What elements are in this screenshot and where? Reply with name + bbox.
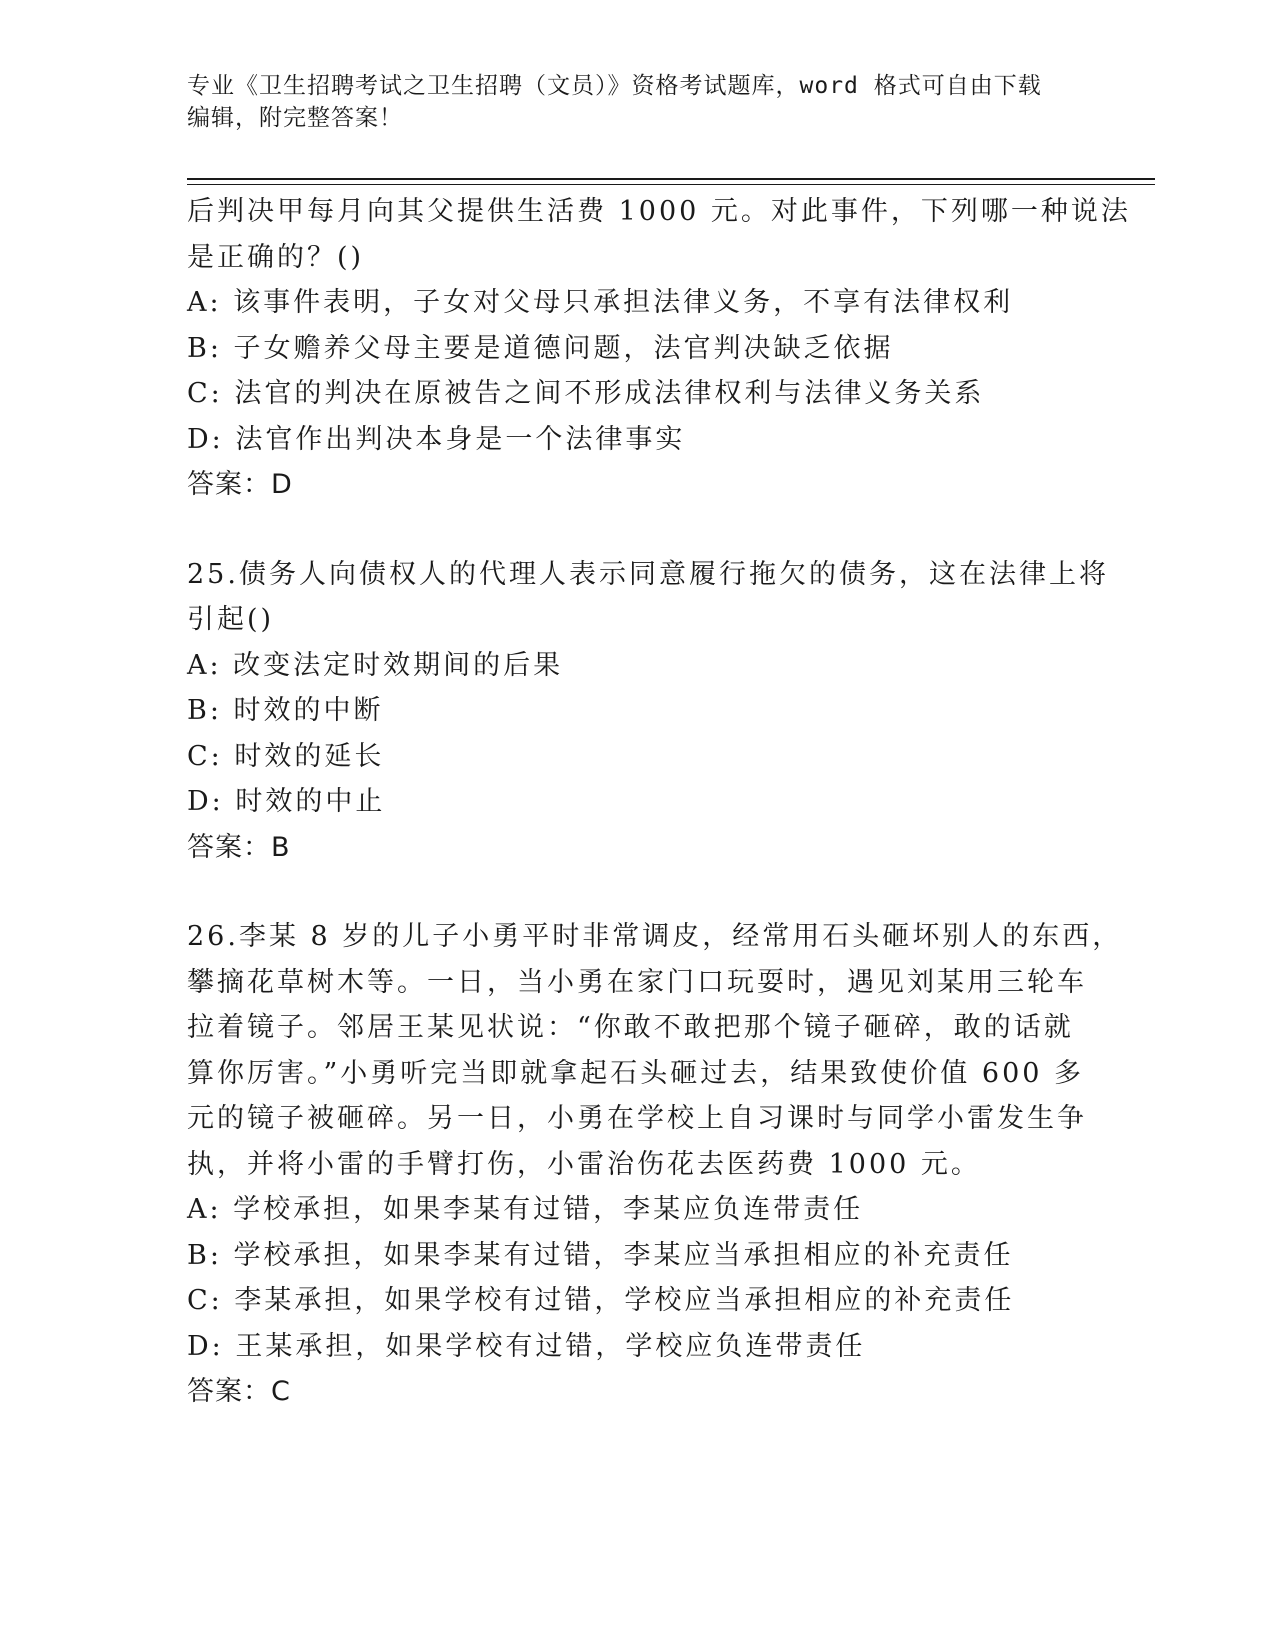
answer-label: 答案：C (187, 1376, 291, 1407)
question-text-line: 拉着镜子。邻居王某见状说：“你敢不敢把那个镜子砸碎，敢的话就 (187, 1012, 1074, 1043)
answer-label: 答案：D (187, 469, 293, 500)
question-text-line: 算你厉害。”小勇听完当即就拿起石头砸过去，结果致使价值 600 多 (187, 1057, 1085, 1089)
option-b: B: 学校承担，如果李某有过错，李某应当承担相应的补充责任 (187, 1239, 1014, 1271)
header-line-2: 编辑，附完整答案！ (187, 105, 403, 131)
question-text-line: 执，并将小雷的手臂打伤，小雷治伤花去医药费 1000 元。 (187, 1148, 981, 1180)
option-d: D: 时效的中止 (187, 786, 386, 817)
header-divider-thick (187, 178, 1155, 180)
question-content (187, 189, 1131, 1415)
option-b: B: 时效的中断 (187, 695, 384, 726)
option-c: C: 李某承担，如果学校有过错，学校应当承担相应的补充责任 (187, 1285, 1015, 1316)
answer-label: 答案：B (187, 831, 291, 863)
option-a: A: 学校承担，如果李某有过错，李某应负连带责任 (187, 1194, 864, 1225)
question-26 (187, 914, 1123, 1415)
header-line-1: 专业《卫生招聘考试之卫生招聘（文员）》资格考试题库，word 格式可自由下载 (187, 73, 1042, 99)
option-d: D: 王某承担，如果学校有过错，学校应负连带责任 (187, 1330, 866, 1362)
option-a: A: 改变法定时效期间的后果 (187, 649, 564, 681)
question-24 (187, 189, 1131, 508)
question-spacer (187, 508, 1087, 552)
question-text-line: 25.债务人向债权人的代理人表示同意履行拖欠的债务，这在法律上将 (187, 558, 1109, 590)
option-c: C: 法官的判决在原被告之间不形成法律权利与法律义务关系 (187, 378, 985, 409)
document-header (187, 70, 1067, 134)
question-text-line: 引起() (187, 604, 275, 635)
question-25 (187, 552, 1109, 871)
question-text-line: 是正确的？() (187, 241, 365, 273)
question-text-line: 元的镜子被砸碎。另一日，小勇在学校上自习课时与同学小雷发生争 (187, 1103, 1087, 1134)
question-spacer (187, 870, 1087, 914)
question-text-line: 26.李某 8 岁的儿子小勇平时非常调皮，经常用石头砸坏别人的东西， (187, 921, 1123, 952)
option-a: A: 该事件表明，子女对父母只承担法律义务，不享有法律权利 (187, 287, 1014, 318)
question-text-line: 后判决甲每月向其父提供生活费 1000 元。对此事件，下列哪一种说法 (187, 196, 1131, 227)
question-text-line: 攀摘花草树木等。一日，当小勇在家门口玩耍时，遇见刘某用三轮车 (187, 966, 1087, 998)
option-d: D: 法官作出判决本身是一个法律事实 (187, 423, 686, 455)
header-divider-thin (187, 184, 1155, 185)
option-b: B: 子女赡养父母主要是道德问题，法官判决缺乏依据 (187, 332, 894, 364)
option-c: C: 时效的延长 (187, 740, 385, 772)
